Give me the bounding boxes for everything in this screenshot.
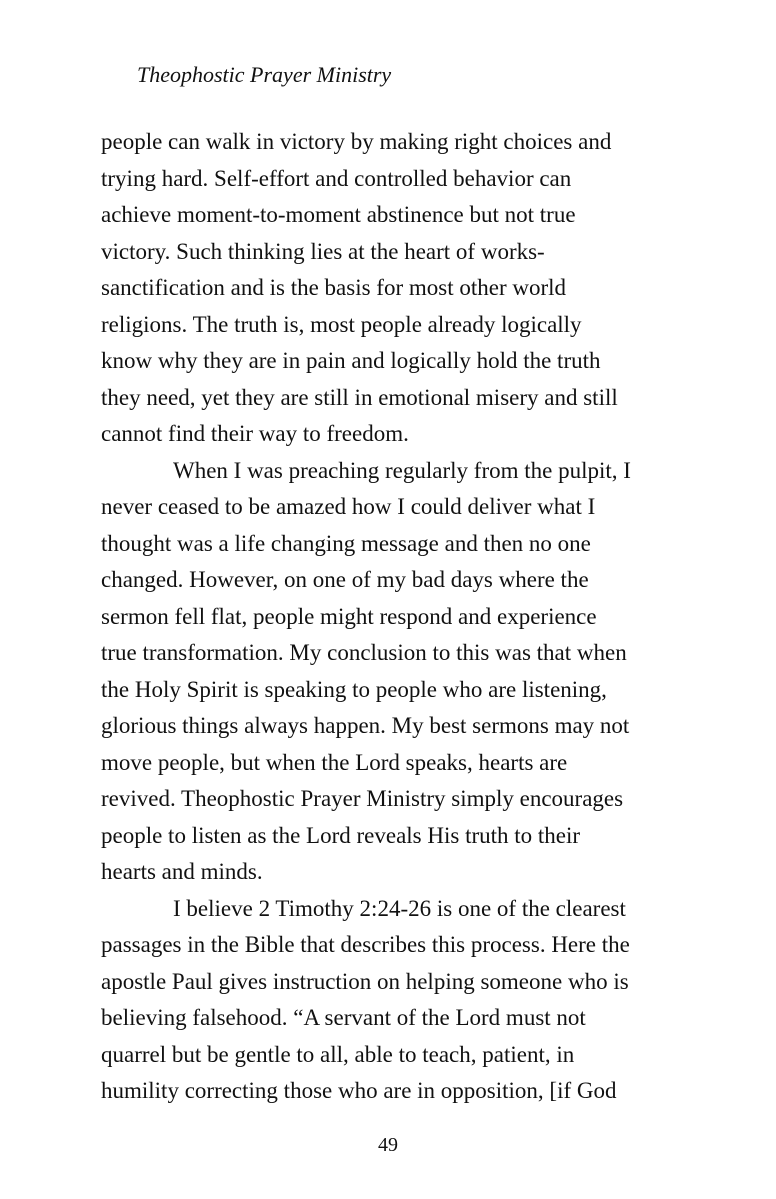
text-line: they need, yet they are still in emotional misery and still — [101, 384, 618, 410]
text-line: revived. Theophostic Prayer Ministry simply encourages — [101, 786, 624, 811]
text-line: achieve moment-to-moment abstinence but not true — [101, 202, 576, 227]
body-text — [101, 124, 631, 1110]
text-line: know why they are in pain and logically hold the truth — [101, 348, 601, 373]
text-line: sanctification and is the basis for most other world — [101, 275, 567, 300]
text-line: true transformation. My conclusion to this was that when — [101, 640, 627, 665]
text-line: people can walk in victory by making right choices and — [101, 129, 612, 154]
page-number: 49 — [378, 1134, 398, 1156]
text-line: changed. However, on one of my bad days where the — [101, 567, 589, 592]
paragraph-first-line: When I was preaching regularly from the pulpit, I — [173, 457, 631, 483]
text-line: thought was a life changing message and then no one — [101, 530, 591, 556]
paragraph-first-line: I believe 2 Timothy 2:24-26 is one of the clearest — [173, 895, 626, 921]
text-line: victory. Such thinking lies at the heart of works- — [101, 238, 545, 264]
text-line: apostle Paul gives instruction on helping someone who is — [101, 968, 629, 994]
text-line: humility correcting those who are in opposition, [if God — [101, 1078, 617, 1103]
text-line: passages in the Bible that describes this process. Here the — [101, 932, 630, 957]
text-line: cannot find their way to freedom. — [101, 421, 409, 446]
text-line: never ceased to be amazed how I could deliver what I — [101, 494, 596, 519]
running-head-title: Theophostic Prayer Ministry — [137, 62, 392, 87]
text-line: people to listen as the Lord reveals His truth to their — [101, 822, 581, 848]
text-line: glorious things always happen. My best sermons may not — [101, 713, 630, 738]
text-line: quarrel but be gentle to all, able to teach, patient, in — [101, 1041, 575, 1067]
text-line: the Holy Spirit is speaking to people who are listening, — [101, 676, 607, 702]
text-line: sermon fell flat, people might respond and experience — [101, 603, 597, 629]
text-line: trying hard. Self-effort and controlled behavior can — [101, 165, 572, 191]
text-line: believing falsehood. “A servant of the Lord must not — [101, 1005, 586, 1030]
text-line: religions. The truth is, most people already logically — [101, 311, 582, 337]
text-line: move people, but when the Lord speaks, hearts are — [101, 749, 568, 775]
text-line: hearts and minds. — [101, 859, 263, 884]
